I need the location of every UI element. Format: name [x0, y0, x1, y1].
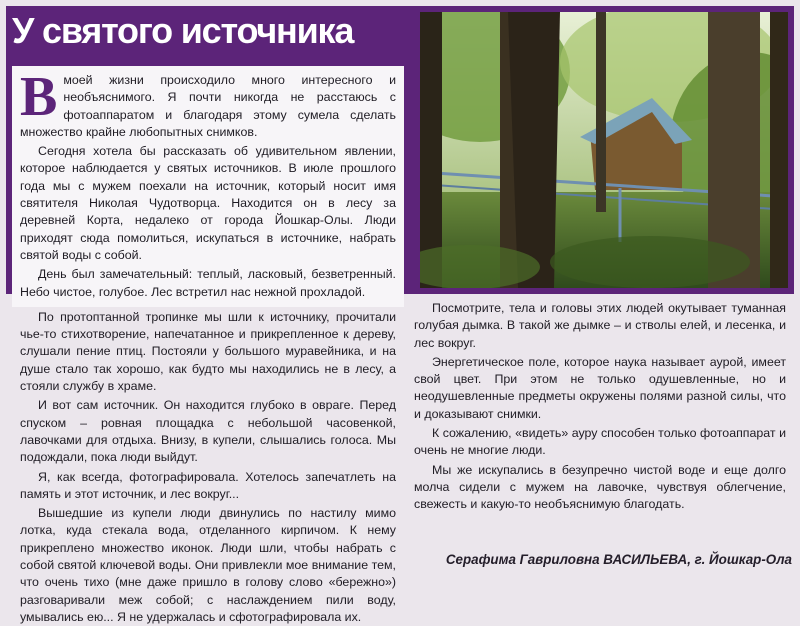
dropcap: В [20, 66, 58, 128]
paragraph-8: Посмотрите, тела и головы этих людей окутывает туманная голубая дымка. В такой же дымке – и стволы елей, и лесенка, и лес вокруг. [414, 301, 786, 350]
paragraph-11: Мы же искупались в безупречно чистой воде и еще долго молча сидели с мужем на лавочке, чувствуя облегчение, свежесть и какую-то необъяснимую благодать. [414, 462, 786, 512]
intro-panel [12, 66, 404, 307]
paragraph-5: И вот сам источник. Он находится глубоко в овраге. Перед спуском – ровная площадка с небольшой часовенкой, лавочками для отдыха. Внизу, в купели, слышались голоса. Мы подождали, пока люди выйдут. [20, 398, 396, 465]
paragraph-7: Вышедшие из купели люди двинулись по настилу мимо лотка, куда стекала вода, отделанного кирпичом. К нему прикреплено множество иконок. Люди шли, чтобы набрать с собой святой ключевой воды. Они привлекли мое внимание тем, что очень тихо (мне даже пришло в голову слово «бережно») разговаривали меж собой; с наслаждением пили воду, умывались ею... Я не удержалась и сфотографировала их. [20, 506, 396, 624]
left-column [12, 66, 404, 626]
paragraph-1: Вмоей жизни происходило много интересного и необъяснимого. Я почти никогда не расстаюсь с фотоаппаратом и благодаря этому сумела сделать множество крайне любопытных снимков. [20, 66, 396, 139]
article-title: У святого источника [12, 10, 354, 51]
paragraph-3: День был замечательный: теплый, ласковый, безветренный. Небо чистое, голубое. Лес встретил нас нежной прохладой. [20, 267, 396, 299]
paragraph-6: Я, как всегда, фотографировала. Хотелось запечатлеть на память и этот источник, и лес вокруг... [20, 469, 396, 501]
paragraph-10: К сожалению, «видеть» ауру способен только фотоаппарат и очень не многие люди. [414, 426, 786, 458]
paragraph-2: Сегодня хотела бы рассказать об удивительном явлении, которое наблюдается у святых источников. В июле прошлого года мы с мужем поехали на источник, который носит имя святителя Николая Чудотворца. Находится он в лесу за деревней Корта, недалеко от города Йошкар-Олы. Люди приходят сюда помолиться, искупаться в источнике, набрать святой воды с собой. [20, 144, 396, 262]
paragraph-4: По протоптанной тропинке мы шли к источнику, прочитали чье-то стихотворение, напечатанное и прикрепленное к дереву, слушали пение птиц. Постояли у большого муравейника, и на душе стало так хорошо, как будто мы находились не в лесу, а стояли службу в храме. [20, 309, 396, 394]
paragraph-9: Энергетическое поле, которое наука называет аурой, имеет свой цвет. При этом не только одушевленные, но и неодушевленные предметы окружены полями разной силы, что и доказывают снимки. [414, 354, 786, 421]
right-column [414, 300, 786, 514]
photo-illustration [420, 12, 788, 288]
left-body [12, 307, 404, 626]
forest-chapel-photo [420, 12, 788, 288]
author-signature: Серафима Гавриловна ВАСИЛЬЕВА, г. Йошкар-Ола [445, 552, 792, 567]
